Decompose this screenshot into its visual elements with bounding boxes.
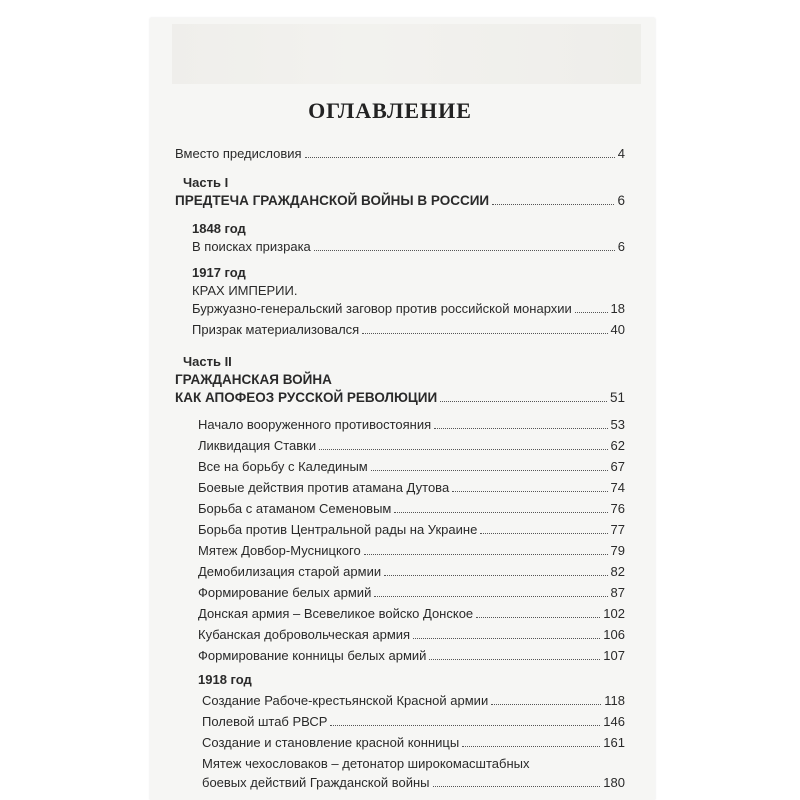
toc-entry: Борьба против Центральной рады на Украине 77 (198, 522, 625, 537)
toc-entry: Боевые действия против атамана Дутова 74 (198, 480, 625, 495)
toc-entry-preface: Вместо предисловия 4 (175, 146, 625, 161)
toc-entry: Кубанская добровольческая армия 106 (198, 627, 625, 642)
toc-entry: Начало вооруженного противостояния 53 (198, 417, 625, 432)
part2-title-line2: КАК АПОФЕОЗ РУССКОЙ РЕВОЛЮЦИИ 51 (175, 390, 625, 405)
part1-label: Часть I (183, 175, 229, 190)
toc-entry: Борьба с атаманом Семеновым 76 (198, 501, 625, 516)
toc-title: ОГЛАВЛЕНИЕ (308, 98, 472, 123)
toc-entry: Формирование белых армий 87 (198, 585, 625, 600)
toc-entry: Формирование конницы белых армий 107 (198, 648, 625, 663)
toc-entry: Ликвидация Ставки 62 (198, 438, 625, 453)
toc-entry-czech-line1: Мятеж чехословаков – детонатор широкомасштабных (202, 756, 530, 771)
part1-title: ПРЕДТЕЧА ГРАЖДАНСКОЙ ВОЙНЫ В РОССИИ 6 (175, 193, 625, 208)
toc-entry-ghost: В поисках призрака 6 (192, 239, 625, 254)
toc-entry-plot: Буржуазно-генеральский заговор против российской монархии 18 (192, 301, 625, 316)
toc-entry-1918: Создание Рабоче-крестьянской Красной армии 118 (202, 693, 625, 708)
part2-title-line1: ГРАЖДАНСКАЯ ВОЙНА (175, 372, 332, 387)
toc-entry-1918: Полевой штаб РВСР 146 (202, 714, 625, 729)
book-page (150, 18, 655, 800)
toc-entry: Мятеж Довбор-Мусницкого 79 (198, 543, 625, 558)
toc-entry-1918: Создание и становление красной конницы 161 (202, 735, 625, 750)
year-1848-heading: 1848 год (192, 221, 246, 236)
year-1918-heading: 1918 год (198, 672, 252, 687)
year-1917-heading: 1917 год (192, 265, 246, 280)
part2-label: Часть II (183, 354, 232, 369)
toc-entry: Демобилизация старой армии 82 (198, 564, 625, 579)
table-of-contents (150, 18, 655, 800)
toc-entry: Донская армия – Всевеликое войско Донское 102 (198, 606, 625, 621)
toc-entry-materialized: Призрак материализовался 40 (192, 322, 625, 337)
toc-entry-czech-line2: боевых действий Гражданской войны 180 (202, 775, 625, 790)
toc-entry: Все на борьбу с Калединым 67 (198, 459, 625, 474)
crash-heading: КРАХ ИМПЕРИИ. (192, 283, 298, 298)
